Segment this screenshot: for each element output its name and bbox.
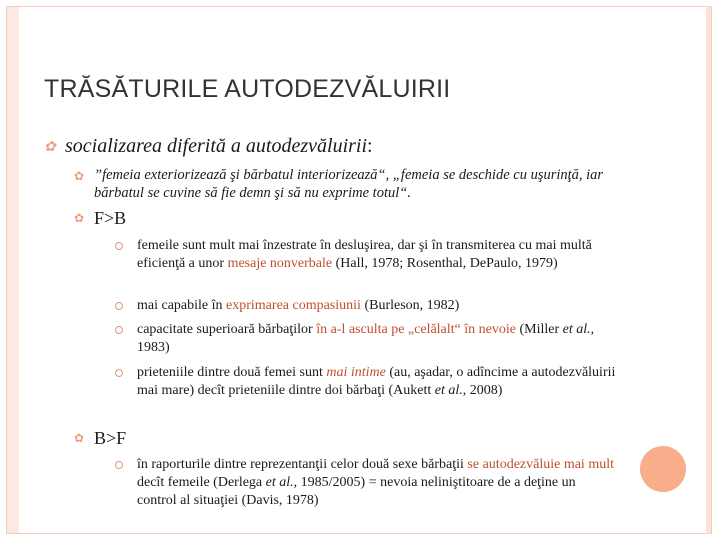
flower-bullet-icon: ✿ xyxy=(44,140,56,155)
list-item-text: femeile sunt mult mai înzestrate în desluşirea, dar şi în transmiterea cu mai multă eficienţă a unor mesaje nonverbale (Hall, 1978; Rosenthal, DePaulo, 1979) xyxy=(137,238,592,271)
flower-bullet-icon: ✿ xyxy=(74,169,85,183)
right-border-bar xyxy=(706,6,711,534)
list-item-text: capacitate superioară bărbaţilor în a-l asculta pe „celălalt“ în nevoie (Miller et al., 1983) xyxy=(137,322,595,355)
slide-title: TRĂSĂTURILE AUTODEZVĂLUIRII xyxy=(44,75,451,103)
circle-bullet-icon xyxy=(115,302,123,310)
main-bullet-colon: : xyxy=(367,135,373,157)
main-bullet-label: socializarea diferită a autodezvăluirii xyxy=(65,135,368,157)
main-bullet-text xyxy=(65,135,373,158)
list-item-text: mai capabile în exprimarea compasiunii (Burleson, 1982) xyxy=(137,298,460,313)
quote-text: ”femeia exteriorizează şi bărbatul interiorizează“, „femeia se deschide cu uşurinţă, iar bărbatul se cuvine să fie demn şi să nu exprime totul“. xyxy=(94,167,604,201)
circle-bullet-icon xyxy=(115,461,123,469)
decorative-circle xyxy=(640,446,686,492)
flower-bullet-icon: ✿ xyxy=(74,431,85,445)
circle-bullet-icon xyxy=(115,369,123,377)
list-item-text: prieteniile dintre două femei sunt mai intime (au, aşadar, o adîncime a autodezvăluirii mai mare) decît prieteniile dintre doi bărbaţi (Aukett et al., 2008) xyxy=(137,365,616,398)
bf-heading: B>F xyxy=(94,428,127,448)
circle-bullet-icon xyxy=(115,326,123,334)
fb-heading: F>B xyxy=(94,208,127,228)
list-item-text: în raporturile dintre reprezentanţii celor două sexe bărbaţii se autodezvăluie mai mult decît femeile (Derlega et al., 1985/2005) = nevoia neliniştitoare de a deţine un control al situaţiei (Davis, 1978) xyxy=(137,457,614,508)
circle-bullet-icon xyxy=(115,242,123,250)
flower-bullet-icon: ✿ xyxy=(74,211,85,225)
